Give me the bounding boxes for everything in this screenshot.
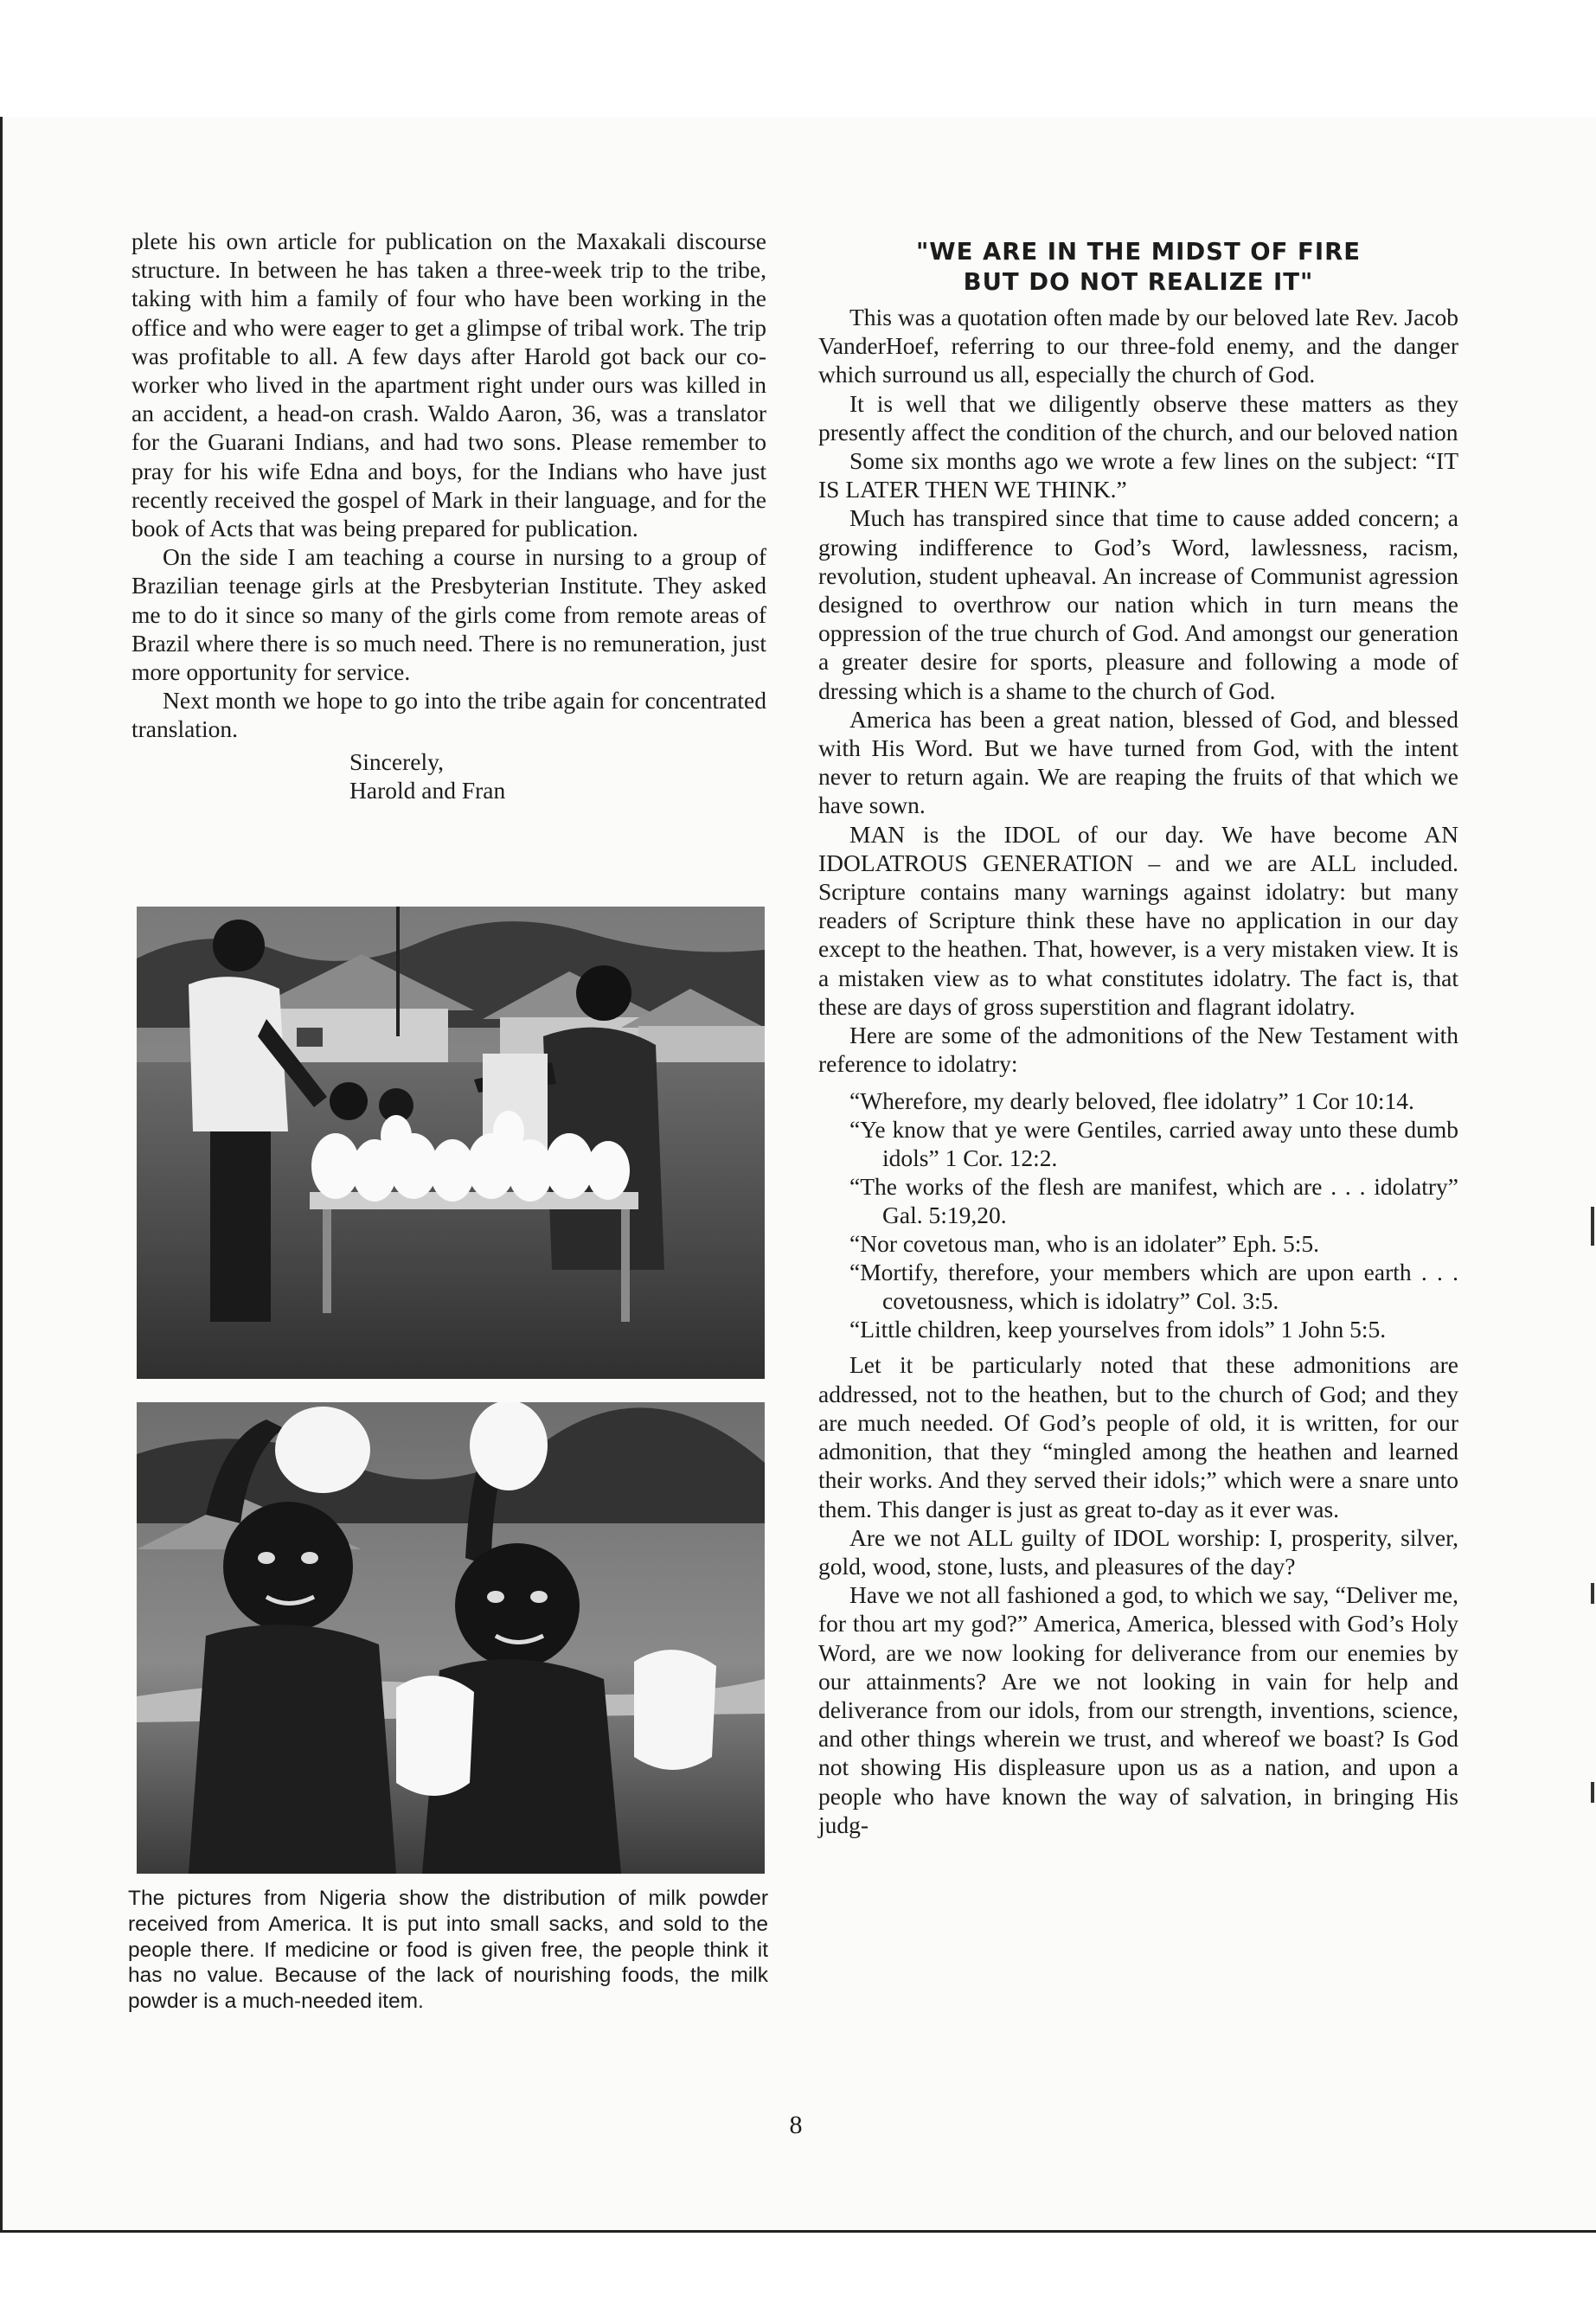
scripture-quote: “Little children, keep yourselves from idols” 1 John 5:5. <box>849 1316 1387 1343</box>
page-bottom-edge <box>0 2230 1596 2233</box>
article-paragraph: It is well that we diligently observe these matters as they presently affect the condition of the church, and our beloved nation <box>818 389 1458 445</box>
article-paragraph: America has been a great nation, blessed of God, and blessed with His Word. But we have turned from God, with the intent never to return again. We are reaping the fruits of that which we have sown. <box>818 705 1458 819</box>
left-column <box>131 227 766 804</box>
photo-milk-distribution <box>137 907 765 1379</box>
photo-children-with-sacks <box>137 1402 765 1874</box>
article-paragraph: This was a quotation often made by our beloved late Rev. Jacob VanderHoef, referring to our three-fold enemy, and the danger which surround us all, especially the church of God. <box>818 304 1458 388</box>
scan-edge-mark <box>1591 1207 1594 1246</box>
letter-signature: Harold and Fran <box>349 776 506 804</box>
article-paragraph: Let it be particularly noted that these admonitions are addressed, not to the heathen, but to the church of God; and they are much needed. Of God’s people of old, it is written, for our admonition, that they “mingled among the heathen and learned their works. And they served their idols;” which were a snare unto them. This danger is just as great to-day as it ever was. <box>818 1351 1458 1522</box>
article-paragraph: Much has transpired since that time to cause added concern; a growing indifference to God’s Word, lawlessness, racism, revolution, student upheaval. An increase of Communist agression designed to overthrow our nation which in turn means the oppression of the true church of God. And amongst our generation a greater desire for sports, pleasure and following a mode of dressing which is a shame to the church of God. <box>818 504 1458 704</box>
scripture-quote: “The works of the flesh are manifest, which are . . . idolatry” Gal. 5:19,20. <box>849 1173 1458 1229</box>
right-column <box>818 237 1458 1839</box>
article-paragraph: Here are some of the admonitions of the New Testament with reference to idolatry: <box>818 1022 1458 1078</box>
letter-closing: Sincerely, <box>349 747 444 775</box>
article-heading-line: "WE ARE IN THE MIDST OF FIRE <box>915 238 1362 266</box>
article-paragraph: Have we not all fashioned a god, to which we say, “Deliver me, for thou art my god?” America, America, blessed with God’s Holy Word, are we now looking for deliverance from our enemies by our attainments? Are we not looking in vain for help and deliverance from our idols, from our strength, inventions, science, and other things wherein we trust, and whereof we boast? Is God not showing His displeasure upon us as a nation, and upon a people who have known the way of salvation, in bringing His judg- <box>818 1581 1458 1838</box>
letter-paragraph: plete his own article for publication on the Maxakali discourse structure. In between he has taken a three-week trip to the tribe, taking with him a family of four who have been working in the office and who were eager to get a glimpse of tribal work. The trip was profitable to all. A few days after Harold got back our co-worker who lived in the apartment right under ours was killed in an accident, a head-on crash. Waldo Aaron, 36, was a translator for the Guarani Indians, and had two sons. Please remember to pray for his wife Edna and boys, for the Indians who have just recently received the gospel of Mark in their language, and for the book of Acts that was being prepared for publication. <box>131 228 766 542</box>
scripture-quotes <box>818 1086 1458 1343</box>
scripture-quote: “Ye know that ye were Gentiles, carried away unto these dumb idols” 1 Cor. 12:2. <box>849 1116 1458 1172</box>
scripture-quote: “Nor covetous man, who is an idolater” Eph. 5:5. <box>849 1230 1319 1258</box>
scan-margin-top <box>0 0 1596 117</box>
scripture-quote: “Mortify, therefore, your members which are upon earth . . . covetousness, which is idolatry” Col. 3:5. <box>849 1259 1458 1315</box>
article-heading <box>818 237 1458 298</box>
letter-paragraph: Next month we hope to go into the tribe again for concentrated translation. <box>131 687 766 743</box>
scan-edge-mark <box>1591 1583 1594 1604</box>
article-paragraph: Some six months ago we wrote a few lines on the subject: “IT IS LATER THEN WE THINK.” <box>818 447 1458 503</box>
article-heading-line: BUT DO NOT REALIZE IT" <box>963 268 1314 296</box>
scan-edge-mark <box>1591 1782 1594 1803</box>
photo-caption: The pictures from Nigeria show the distribution of milk powder received from America. It is put into small sacks, and sold to the people there. If medicine or food is given free, the people think it has no value. Because of the lack of nourishing foods, the milk powder is a much-needed item. <box>128 1887 768 2014</box>
article-paragraph: MAN is the IDOL of our day. We have become AN IDOLATROUS GENERATION – and we are ALL included. Scripture contains many warnings against idolatry: but many readers of Scripture think these have no application in our day except to the heathen. That, however, is a very mistaken view. It is a mistaken view as to what constitutes idolatry. The fact is, that these are days of gross superstition and flagrant idolatry. <box>818 820 1458 1020</box>
article-paragraph: Are we not ALL guilty of IDOL worship: I, prosperity, silver, gold, wood, stone, lusts, and pleasures of the day? <box>818 1523 1458 1580</box>
scripture-quote: “Wherefore, my dearly beloved, flee idolatry” 1 Cor 10:14. <box>849 1087 1414 1115</box>
page-number: 8 <box>789 2111 803 2139</box>
letter-paragraph: On the side I am teaching a course in nursing to a group of Brazilian teenage girls at the Presbyterian Institute. They asked me to do it since so many of the girls come from remote areas of Brazil where there is so much need. There is no remuneration, just more opportunity for service. <box>131 543 766 686</box>
